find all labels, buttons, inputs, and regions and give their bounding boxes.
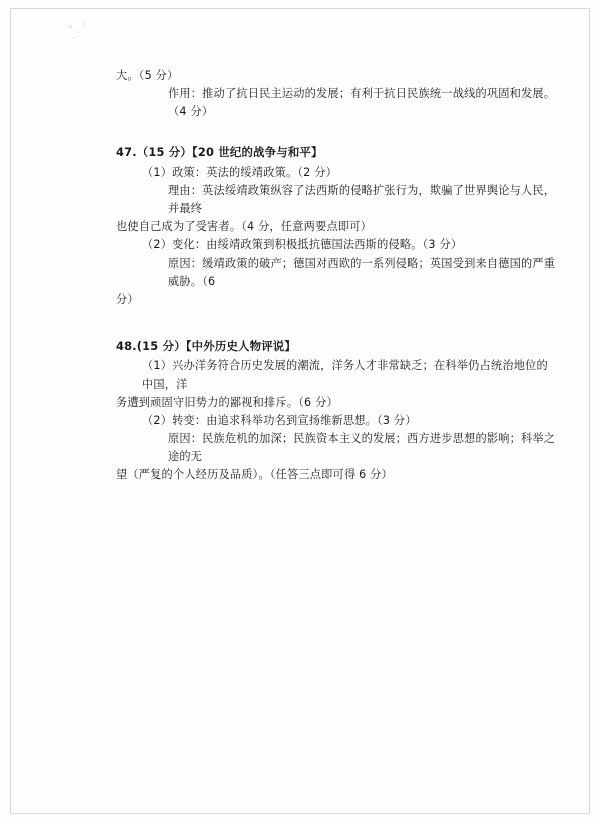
scan-speckle [83,23,85,25]
answer-line: 分） [116,292,139,306]
answer-line: 望（严复的个人经历及品质）。（任答三点即可得 6 分） [116,468,393,482]
scan-speckle [73,37,75,39]
answer-line: 也使自己成为了受害者。（4 分，任意两要点即可） [116,220,373,234]
scan-speckle [77,31,79,33]
paper-sheet [10,8,590,814]
answer-line: （2）转变：由追求科举功名到宣扬维新思想。（3 分） [142,413,417,427]
answer-line: 务遭到顽固守旧势力的鄙视和排斥。（6 分） [116,395,338,409]
answer-line: （1）兴办洋务符合历史发展的潮流，洋务人才非常缺乏；在科举仍占统治地位的中国，洋 [142,359,548,391]
answer-block-46 [116,67,556,121]
answer-line: 作用：推动了抗日民主运动的发展；有利于抗日民族统一战线的巩固和发展。（4 分） [168,87,556,119]
answer-block-48 [116,337,556,484]
document-text-body [116,67,556,486]
answer-block-47 [116,143,556,309]
answer-line: （1）政策：英法的绥靖政策。（2 分） [142,165,337,179]
question-heading-47: 47.（15 分）【20 世纪的战争与和平】 [116,145,323,160]
answer-line: 大。（5 分） [116,69,179,82]
scan-speckle [69,25,72,28]
question-heading-48: 48.(15 分）【中外历史人物评说】 [116,339,296,354]
answer-line: 原因：民族危机的加深；民族资本主义的发展；西方进步思想的影响；科举之途的无 [168,432,556,464]
answer-line: 理由：英法绥靖政策纵容了法西斯的侵略扩张行为，欺骗了世界舆论与人民，并最终 [168,184,556,216]
answer-line: （2）变化：由绥靖政策到积极抵抗德国法西斯的侵略。（3 分） [142,238,463,252]
block-spacer [116,123,556,129]
answer-line: 原因：缓靖政策的破产；德国对西欧的一系列侵略；英国受到来自德国的严重威胁。（6 [168,256,556,288]
block-spacer [116,311,556,323]
